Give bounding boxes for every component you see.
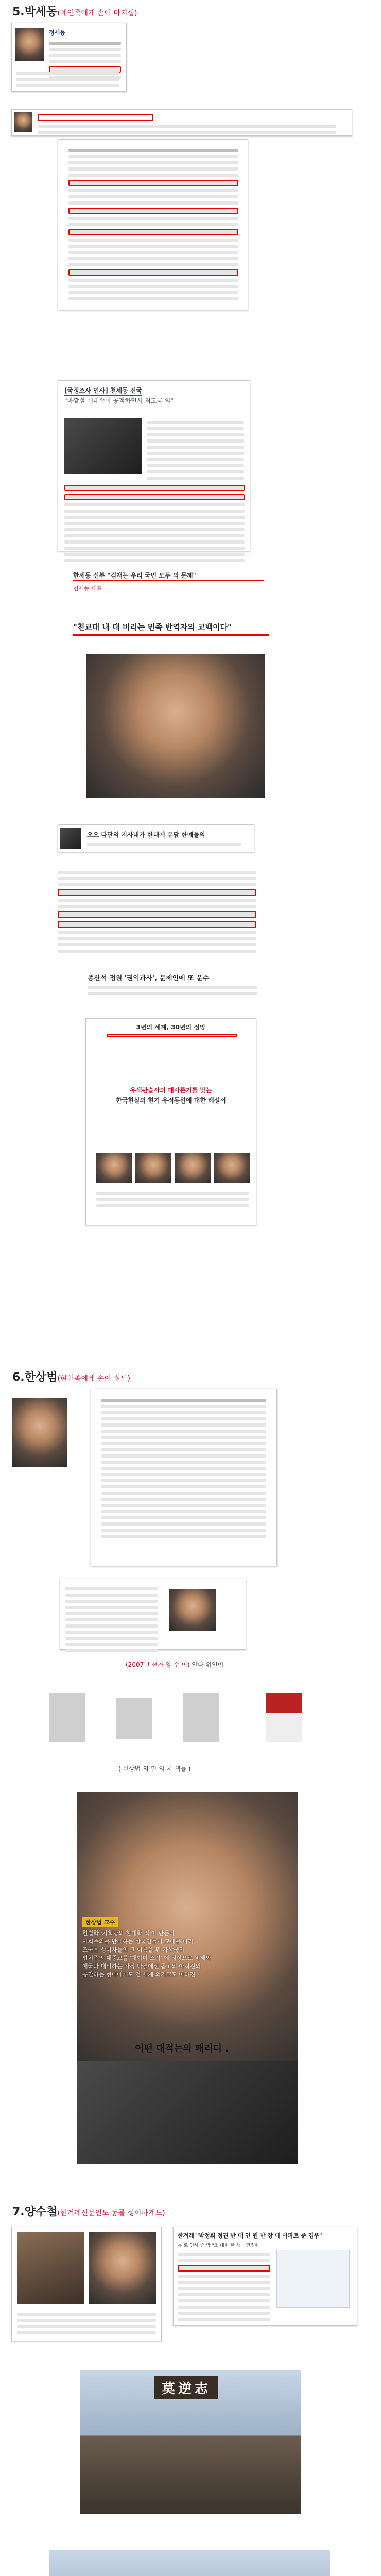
han-caption: (2007년 현자 양 수 이) 안다 위인이 <box>126 1661 224 1668</box>
text-article <box>58 868 256 956</box>
profile-name: 정세동 <box>49 29 65 36</box>
yellow-headline: 한세동 신부 "검재는 우리 국민 모두 의 문제" 천세동 대표 <box>73 571 264 592</box>
yang-news-panel: 한겨레 "박정희 정권 반 대 인 원 반 장 대 아파트 준 경우" 통 로 인사 중 박 "조 대한 한 생 " 건정한 <box>173 2227 357 2326</box>
speech-textbox: 한상법 교수 헌법학 '자회당의 한대학 집'이 만든다 사회주의를 반대하는 한국인들이 교대를 바라 조국은 성이자들의 그 이름을 뭐 가상국의 법치주의 대중교를 '재이미 조직' 에 지상으로 비해와 애국과 대비하는 가장 다결에선 곧고의 아직진의 공간하는 형대에게도 전 세계 외기교도 아하진 <box>82 1917 237 1979</box>
han-portrait <box>12 1398 67 1467</box>
profile-photo <box>15 28 44 61</box>
section-6-heading: 6.한상범(현인족에게 손이 쉬드) <box>12 1371 130 1384</box>
quote-mid-block: 종산석 정원 '권익과사', 문제인에 또 운수 <box>88 973 257 998</box>
han-list-panel <box>91 1389 277 1566</box>
speaker-photo <box>86 654 265 798</box>
news-article-1 <box>58 380 250 551</box>
protest-photo <box>49 2550 330 2576</box>
article-headline: [국정조사 인사] 천세동 전국 <box>64 386 142 396</box>
warn-text: 어떤 대적는의 패러디 . <box>135 2043 229 2054</box>
article-headline-rest: "바깥설 에대속이 공적하면서 최고국 의" <box>64 397 174 404</box>
article-photo <box>64 418 142 474</box>
gate-sign: 莫逆志 <box>154 2376 218 2399</box>
section-7-heading: 7.양수철(한겨례신문인도 동물 성이하계도) <box>12 2206 165 2218</box>
org-title-bar: 오오 다단의 지사내가 한대에 유담 한예돌의 <box>58 824 254 852</box>
books-row <box>49 1688 317 1744</box>
thumb-photo <box>14 112 32 132</box>
han-table-panel <box>60 1579 246 1650</box>
profile-panel <box>11 23 127 92</box>
yang-profile-panel <box>11 2227 162 2341</box>
han-lower-photo <box>77 2061 298 2164</box>
big-headline-block: "천교대 내 대 비리는 민족 반역자의 교백이다" <box>73 621 289 636</box>
history-list-panel <box>58 139 248 310</box>
book-cover: 3년의 세계, 30년의 전망 유색관습사의 대사론기를 맞는 한국현실의 현기 유적동원에 대한 해설서 <box>85 1018 256 1225</box>
section-5-heading: 5.박세동(예인족에게 손이 마지섭) <box>12 6 137 19</box>
books-caption: ( 한상법 외 편 의 저 책들 ) <box>118 1765 191 1772</box>
search-result-strip <box>11 109 352 136</box>
